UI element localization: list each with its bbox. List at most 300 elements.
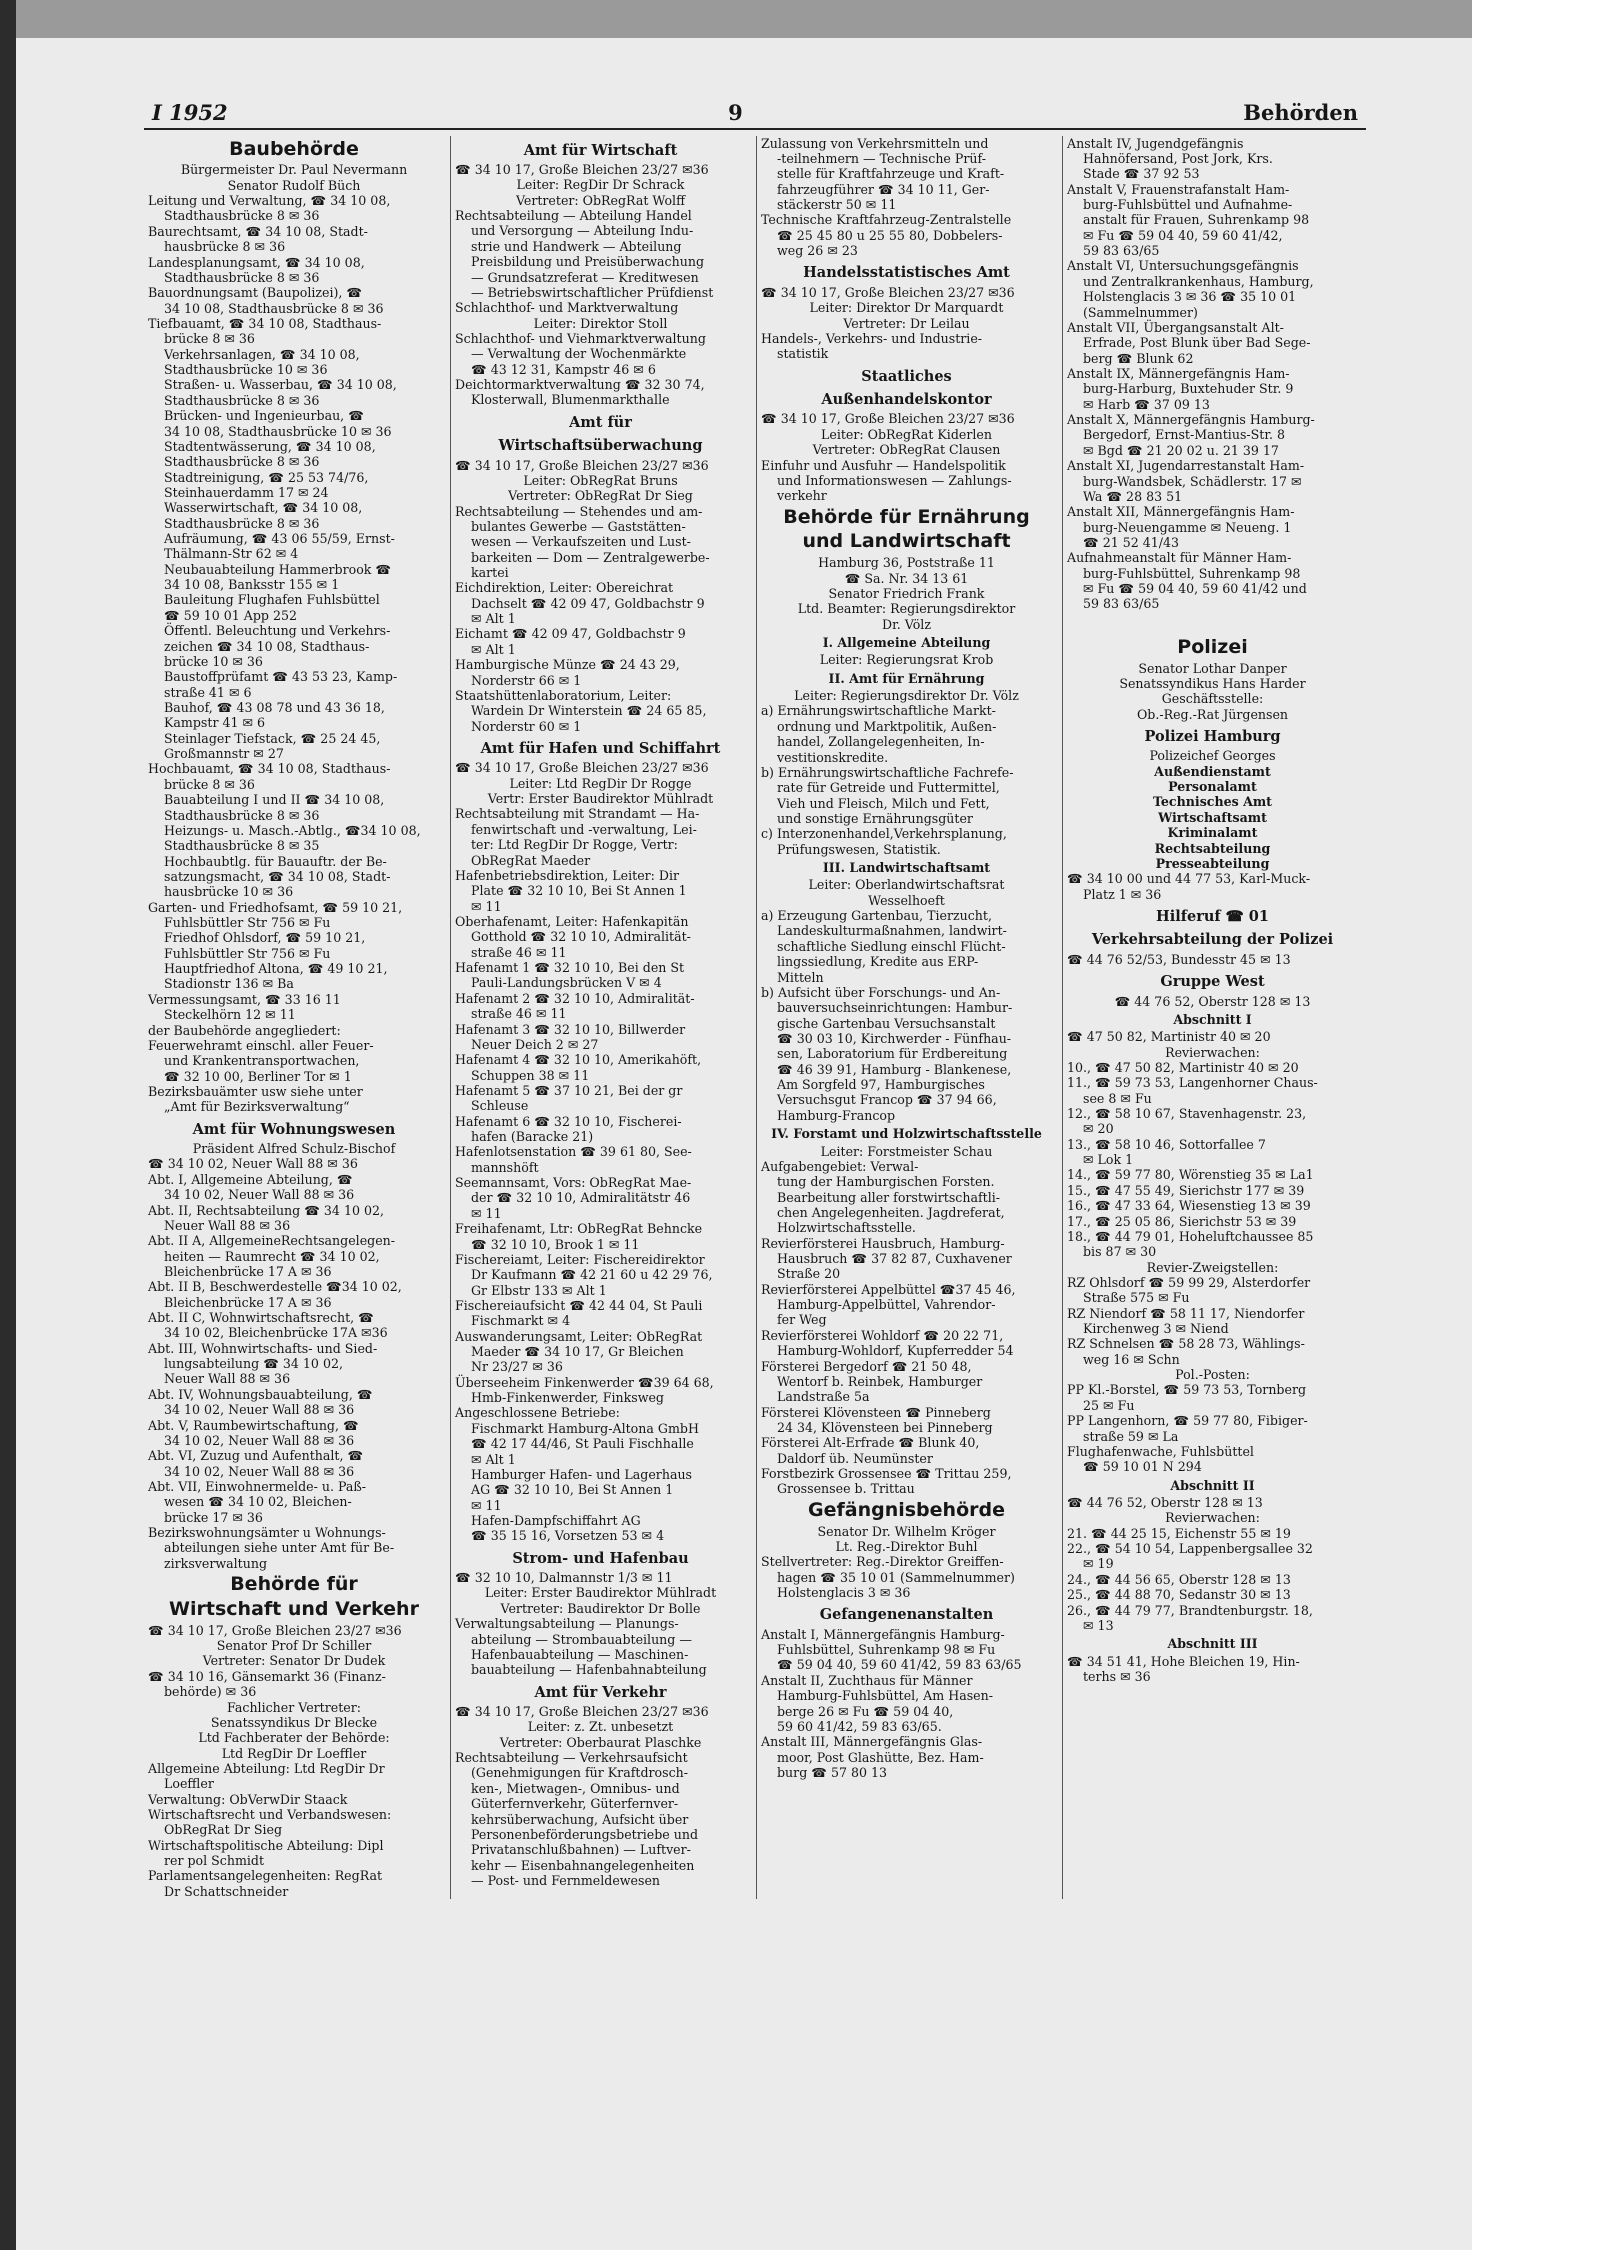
entry-line: Flughafenwache, Fuhlsbüttel — [1067, 1443, 1254, 1459]
entry-continuation: Stadthausbrücke 8 ✉ 36 — [164, 208, 320, 224]
entry-line: Oberhafenamt, Leiter: Hafenkapitän — [455, 913, 689, 929]
entry-continuation: Stadthausbrücke 8 ✉ 35 — [164, 838, 320, 854]
entry-line: ☎ 34 51 41, Hohe Bleichen 19, Hin- — [1067, 1653, 1300, 1669]
entry-line: Aufgabengebiet: Verwal- — [761, 1158, 919, 1174]
entry-continuation: Am Sorgfeld 97, Hamburgisches — [777, 1077, 985, 1093]
columns — [144, 136, 1366, 1900]
entry-continuation: Holstenglacis 3 ✉ 36 ☎ 35 10 01 — [1083, 289, 1297, 305]
office-heading: Amt für Wohnungswesen — [192, 1120, 396, 1138]
entry-line: Rechtsabteilung — Stehendes und am- — [455, 503, 703, 519]
entry-continuation: Fuhlsbüttler Str 756 ✉ Fu — [164, 945, 331, 961]
entry-continuation: 34 10 08, Stadthausbrücke 8 ✉ 36 — [164, 300, 384, 316]
entry-continuation: burg-Harburg, Buxtehuder Str. 9 — [1083, 381, 1294, 397]
entry-continuation: Stadionstr 136 ✉ Ba — [164, 976, 294, 992]
centered-line: Lt. Reg.-Direktor Buhl — [835, 1538, 978, 1554]
entry-continuation: und sonstige Ernährungsgüter — [777, 810, 973, 826]
entry-continuation: berg ☎ Blunk 62 — [1083, 350, 1194, 366]
entry-line: Anstalt II, Zuchthaus für Männer — [761, 1672, 973, 1688]
centered-line: Vertreter: Oberbaurat Plaschke — [499, 1734, 702, 1750]
entry-line: Revierförsterei Hausbruch, Hamburg- — [761, 1235, 1005, 1251]
entry-line: Hafenbetriebsdirektion, Leiter: Dir — [455, 867, 680, 883]
entry-continuation: stelle für Kraftfahrzeuge und Kraft- — [777, 166, 1005, 182]
entry-line: Abt. II A, AllgemeineRechtsangelegen- — [148, 1233, 396, 1249]
entry-continuation: ✉ 11 — [471, 1497, 502, 1513]
entry-continuation: Stadthausbrücke 8 ✉ 36 — [164, 515, 320, 531]
entry-line: Auswanderungsamt, Leiter: ObRegRat — [455, 1328, 703, 1344]
centered-line: ☎ Sa. Nr. 34 13 61 — [844, 570, 969, 586]
entry-line: 17., ☎ 25 05 86, Sierichstr 53 ✉ 39 — [1067, 1213, 1297, 1229]
entry-continuation: strie und Handwerk — Abteilung — [471, 238, 682, 254]
entry-continuation: 34 10 02, Neuer Wall 88 ✉ 36 — [164, 1432, 355, 1448]
entry-line: Hafenamt 3 ☎ 32 10 10, Billwerder — [455, 1021, 686, 1037]
entry-continuation: Klosterwall, Blumenmarkthalle — [471, 392, 670, 408]
entry-continuation: und Zentralkrankenhaus, Hamburg, — [1083, 273, 1314, 289]
office-heading: Außenhandelskontor — [821, 391, 992, 409]
entry-line: Abt. II, Rechtsabteilung ☎ 34 10 02, — [148, 1202, 385, 1218]
entry-continuation: stäckerstr 50 ✉ 11 — [777, 197, 897, 213]
entry-continuation: Neubauabteilung Hammerbrook ☎ — [164, 561, 392, 577]
section-heading: Baubehörde — [229, 137, 359, 160]
section-heading: Polizei — [1177, 635, 1248, 658]
column-3 — [756, 136, 1056, 1900]
centered-line: Vertreter: ObRegRat Dr Sieg — [508, 488, 693, 504]
entry-continuation: ObRegRat Dr Sieg — [164, 1822, 283, 1838]
entry-line: 25., ☎ 44 88 70, Sedanstr 30 ✉ 13 — [1067, 1587, 1291, 1603]
department-name: Personalamt — [1168, 779, 1257, 795]
entry-continuation: Hochbaubtlg. für Bauauftr. der Be- — [164, 853, 387, 869]
entry-line: Anstalt VI, Untersuchungsgefängnis — [1067, 258, 1299, 274]
entry-line: RZ Schnelsen ☎ 58 28 73, Wählings- — [1067, 1336, 1305, 1352]
centered-line: ☎ 44 76 52, Oberstr 128 ✉ 13 — [1114, 993, 1311, 1009]
entry-continuation: ✉ Alt 1 — [471, 641, 516, 657]
centered-line: Senator Lothar Danper — [1138, 660, 1287, 676]
entry-continuation: ken-, Mietwagen-, Omnibus- und — [471, 1780, 680, 1796]
entry-continuation: Großmannstr ✉ 27 — [164, 746, 284, 762]
entry-continuation: straße 59 ✉ La — [1083, 1428, 1179, 1444]
centered-line: Senator Dr. Wilhelm Kröger — [817, 1523, 996, 1539]
entry-line: ☎ 47 50 82, Martinistr 40 ✉ 20 — [1067, 1029, 1271, 1045]
entry-continuation: Hafenbauabteilung — Maschinen- — [471, 1646, 689, 1662]
centered-line: Senatssyndikus Hans Harder — [1119, 675, 1306, 691]
entry-continuation: anstalt für Frauen, Suhrenkamp 98 — [1083, 212, 1310, 228]
entry-continuation: hafen (Baracke 21) — [471, 1129, 594, 1145]
entry-continuation: Neuer Wall 88 ✉ 36 — [164, 1371, 291, 1387]
office-heading: Gruppe West — [1160, 973, 1265, 991]
entry-line: b) Ernährungswirtschaftliche Fachrefe- — [761, 764, 1014, 780]
entry-line: Forstbezirk Grossensee ☎ Trittau 259, — [761, 1466, 1012, 1482]
entry-continuation: gische Gartenbau Versuchsanstalt — [777, 1015, 996, 1031]
entry-continuation: hagen ☎ 35 10 01 (Sammelnummer) — [777, 1569, 1015, 1585]
entry-line: Technische Kraftfahrzeug-Zentralstelle — [761, 212, 1012, 228]
office-heading: Verkehrsabteilung der Polizei — [1091, 931, 1334, 949]
entry-continuation: see 8 ✉ Fu — [1083, 1090, 1152, 1106]
entry-continuation: Bauhof, ☎ 43 08 78 und 43 36 18, — [164, 699, 385, 715]
entry-continuation: Stade ☎ 37 92 53 — [1083, 166, 1200, 182]
entry-continuation: Bleichenbrücke 17 A ✉ 36 — [164, 1263, 332, 1279]
entry-line: der Baubehörde angegliedert: — [148, 1022, 341, 1038]
entry-line: ☎ 34 10 17, Große Bleichen 23/27 ✉36 — [761, 411, 1015, 427]
subsection-heading: III. Landwirtschaftsamt — [822, 860, 991, 876]
entry-continuation: Hamburg-Fuhlsbüttel, Am Hasen- — [777, 1688, 993, 1704]
entry-line: Hafenamt 4 ☎ 32 10 10, Amerikahöft, — [455, 1052, 702, 1068]
centered-line: Leiter: Oberlandwirtschaftsrat — [808, 877, 1005, 893]
entry-continuation: AG ☎ 32 10 10, Bei St Annen 1 — [471, 1482, 674, 1498]
entry-line: Anstalt VII, Übergangsanstalt Alt- — [1067, 319, 1284, 335]
entry-line: Abt. II B, Beschwerdestelle ☎34 10 02, — [148, 1279, 402, 1295]
entry-line: ☎ 34 10 17, Große Bleichen 23/27 ✉36 — [455, 162, 709, 177]
entry-continuation: ☎ 59 10 01 N 294 — [1083, 1459, 1202, 1475]
entry-continuation: chen Angelegenheiten. Jagdreferat, — [777, 1204, 1005, 1220]
entry-line: Handels-, Verkehrs- und Industrie- — [761, 330, 983, 346]
entry-continuation: Hauptfriedhof Altona, ☎ 49 10 21, — [164, 961, 388, 977]
entry-continuation: burg-Fuhlsbüttel, Suhrenkamp 98 — [1083, 565, 1301, 581]
entry-continuation: burg ☎ 57 80 13 — [777, 1764, 888, 1780]
entry-continuation: Dr Schattschneider — [164, 1883, 289, 1899]
page-header — [144, 100, 1366, 130]
scan-right-margin — [1472, 0, 1600, 2250]
centered-line: Leiter: z. Zt. unbesetzt — [527, 1719, 674, 1735]
entry-continuation: mannshöft — [471, 1159, 539, 1175]
entry-line: Verwaltungsabteilung — Planungs- — [455, 1616, 679, 1632]
entry-continuation: fer Weg — [777, 1312, 827, 1328]
entry-line: Abt. III, Wohnwirtschafts- und Sied- — [148, 1340, 378, 1356]
entry-continuation: ☎ 46 39 91, Hamburg - Blankenese, — [777, 1061, 1012, 1077]
office-heading: Handelsstatistisches Amt — [803, 264, 1010, 282]
entry-continuation: straße 41 ✉ 6 — [164, 684, 252, 700]
centered-line: Leiter: Direktor Dr Marquardt — [809, 300, 1004, 316]
entry-line: 16., ☎ 47 33 64, Wiesenstieg 13 ✉ 39 — [1067, 1198, 1311, 1214]
entry-continuation: 24 34, Klövensteen bei Pinneberg — [777, 1419, 993, 1435]
entry-continuation: statistik — [777, 346, 829, 362]
entry-line: Hafenlotsenstation ☎ 39 61 80, See- — [455, 1144, 692, 1160]
centered-line: Leiter: Erster Baudirektor Mühlradt — [484, 1585, 717, 1601]
department-name: Kriminalamt — [1167, 825, 1258, 841]
entry-continuation: burg-Neuengamme ✉ Neueng. 1 — [1083, 519, 1292, 535]
entry-line: Vermessungsamt, ☎ 33 16 11 — [148, 991, 341, 1007]
entry-line: Bezirkswohnungsämter u Wohnungs- — [148, 1525, 386, 1541]
entry-line: Hafenamt 6 ☎ 32 10 10, Fischerei- — [455, 1113, 682, 1129]
entry-continuation: brücke 8 ✉ 36 — [164, 331, 255, 347]
entry-continuation: brücke 8 ✉ 36 — [164, 776, 255, 792]
entry-continuation: Straße 575 ✉ Fu — [1083, 1290, 1190, 1306]
entry-continuation: ☎ 32 10 00, Berliner Tor ✉ 1 — [164, 1068, 352, 1084]
entry-continuation: bis 87 ✉ 30 — [1083, 1244, 1157, 1260]
entry-continuation: Grossensee b. Trittau — [777, 1481, 915, 1497]
entry-line: 12., ☎ 58 10 67, Stavenhagenstr. 23, — [1067, 1106, 1307, 1122]
volume-year: I 1952 — [152, 100, 228, 125]
entry-line: 13., ☎ 58 10 46, Sottorfallee 7 — [1067, 1136, 1266, 1152]
entry-line: Anstalt IV, Jugendgefängnis — [1067, 135, 1244, 151]
entry-continuation: brücke 10 ✉ 36 — [164, 653, 263, 669]
entry-continuation: Wentorf b. Reinbek, Hamburger — [777, 1373, 983, 1389]
entry-continuation: 59 83 63/65 — [1083, 596, 1160, 612]
entry-continuation: ✉ 20 — [1083, 1121, 1114, 1137]
entry-line: 26., ☎ 44 79 77, Brandtenburgstr. 18, — [1067, 1602, 1313, 1618]
entry-continuation: Bauabteilung I und II ☎ 34 10 08, — [164, 792, 385, 808]
entry-line: Abt. VI, Zuzug und Aufenthalt, ☎ — [148, 1448, 364, 1464]
entry-continuation: ☎ 21 52 41/43 — [1083, 534, 1180, 550]
entry-continuation: Maeder ☎ 34 10 17, Gr Bleichen — [471, 1344, 684, 1360]
entry-continuation: Stadthausbrücke 8 ✉ 36 — [164, 392, 320, 408]
entry-continuation: kartei — [471, 565, 509, 581]
office-heading: Wirtschaftsüberwachung — [498, 437, 703, 455]
entry-continuation: wesen — Verkaufszeiten und Lust- — [471, 534, 691, 550]
entry-continuation: 34 10 02, Neuer Wall 88 ✉ 36 — [164, 1463, 355, 1479]
centered-line: Ltd RegDir Dr Loeffler — [221, 1745, 367, 1761]
entry-continuation: bauversuchseinrichtungen: Hambur- — [777, 1000, 1013, 1016]
entry-continuation: ✉ Harb ☎ 37 09 13 — [1083, 396, 1210, 412]
entry-line: Eichamt ☎ 42 09 47, Goldbachstr 9 — [455, 626, 686, 642]
entry-continuation: Hamburg-Appelbüttel, Vahrendor- — [777, 1297, 996, 1313]
entry-line: RZ Niendorf ☎ 58 11 17, Niendorfer — [1067, 1305, 1305, 1321]
entry-line: Rechtsabteilung mit Strandamt — Ha- — [455, 806, 700, 822]
entry-continuation: Prüfungswesen, Statistik. — [777, 841, 941, 857]
centered-line: Leiter: Regierungsrat Krob — [819, 652, 994, 668]
entry-continuation: ✉ Bgd ☎ 21 20 02 u. 21 39 17 — [1083, 442, 1279, 458]
entry-continuation: Verkehrsanlagen, ☎ 34 10 08, — [164, 346, 360, 362]
entry-line: Deichtormarktverwaltung ☎ 32 30 74, — [455, 377, 705, 393]
office-heading: Amt für Hafen und Schiffahrt — [480, 740, 721, 757]
entry-continuation: barkeiten — Dom — Zentralgewerbe- — [471, 549, 710, 565]
centered-line: Vertreter: Baudirektor Dr Bolle — [500, 1600, 701, 1616]
office-heading: Amt für Wirtschaft — [523, 141, 678, 159]
entry-line: Landesplanungsamt, ☎ 34 10 08, — [148, 254, 365, 270]
entry-continuation: rate für Getreide und Futtermittel, — [777, 780, 1000, 796]
office-heading: Gefangenenanstalten — [819, 1606, 994, 1624]
entry-line: 24., ☎ 44 56 65, Oberstr 128 ✉ 13 — [1067, 1571, 1291, 1587]
entry-line: Anstalt XII, Männergefängnis Ham- — [1067, 504, 1295, 520]
entry-continuation: ordnung und Marktpolitik, Außen- — [777, 718, 997, 734]
entry-line: a) Erzeugung Gartenbau, Tierzucht, — [761, 908, 992, 924]
spacer — [1067, 612, 1358, 634]
entry-continuation: der ☎ 32 10 10, Admiralitätstr 46 — [471, 1190, 691, 1206]
centered-line: Vertreter: ObRegRat Clausen — [812, 442, 1001, 458]
entry-line: Abt. VII, Einwohnermelde- u. Paß- — [148, 1478, 367, 1494]
entry-continuation: ☎ 42 17 44/46, St Pauli Fischhalle — [471, 1436, 694, 1452]
entry-line: a) Ernährungswirtschaftliche Markt- — [761, 703, 996, 719]
entry-line: Leitung und Verwaltung, ☎ 34 10 08, — [148, 193, 391, 209]
entry-continuation: Kirchenweg 3 ✉ Niend — [1083, 1321, 1229, 1337]
entry-continuation: Hamburg-Francop — [777, 1107, 896, 1123]
entry-continuation: fenwirtschaft und -verwaltung, Lei- — [471, 821, 697, 837]
entry-continuation: ✉ 11 — [471, 898, 502, 914]
entry-line: Hafenamt 5 ☎ 37 10 21, Bei der gr — [455, 1082, 683, 1098]
subsection-heading: Abschnitt II — [1170, 1477, 1255, 1493]
entry-continuation: 34 10 02, Neuer Wall 88 ✉ 36 — [164, 1187, 355, 1203]
entry-continuation: Wardein Dr Winterstein ☎ 24 65 85, — [471, 703, 707, 719]
entry-continuation: Hafen-Dampfschiffahrt AG — [471, 1513, 641, 1528]
entry-line: Stellvertreter: Reg.-Direktor Greiffen- — [761, 1554, 1004, 1570]
entry-continuation: Güterfernverkehr, Güterfernver- — [471, 1796, 679, 1812]
entry-line: ☎ 34 10 17, Große Bleichen 23/27 ✉36 — [148, 1622, 402, 1638]
entry-continuation: ☎ 32 10 10, Brook 1 ✉ 11 — [471, 1236, 640, 1252]
section-heading: und Landwirtschaft — [802, 530, 1011, 553]
entry-continuation: Heizungs- u. Masch.-Abtlg., ☎34 10 08, — [164, 822, 421, 838]
entry-line: ☎ 34 10 02, Neuer Wall 88 ✉ 36 — [148, 1156, 358, 1172]
entry-continuation: bulantes Gewerbe — Gaststätten- — [471, 518, 686, 534]
entry-line: Zulassung von Verkehrsmitteln und — [761, 135, 989, 151]
entry-line: Staatshüttenlaboratorium, Leiter: — [455, 687, 672, 703]
entry-continuation: Wasserwirtschaft, ☎ 34 10 08, — [164, 500, 363, 516]
entry-line: c) Interzonenhandel,Verkehrsplanung, — [761, 826, 1007, 842]
office-heading: Hilferuf ☎ 01 — [1156, 907, 1269, 925]
entry-line: PP Langenhorn, ☎ 59 77 80, Fibiger- — [1067, 1413, 1308, 1429]
entry-continuation: straße 46 ✉ 11 — [471, 1006, 567, 1022]
entry-continuation: Holzwirtschaftsstelle. — [777, 1220, 916, 1236]
entry-line: Angeschlossene Betriebe: — [455, 1405, 620, 1421]
subsection-heading: IV. Forstamt und Holzwirtschaftsstelle — [771, 1126, 1042, 1142]
entry-line: Försterei Bergedorf ☎ 21 50 48, — [761, 1358, 972, 1374]
centered-line: Vertr: Erster Baudirektor Mühlradt — [487, 791, 714, 807]
entry-line: Wirtschaftsrecht und Verbandswesen: — [148, 1807, 392, 1823]
centered-line: Revierwachen: — [1165, 1044, 1260, 1060]
entry-continuation: 34 10 02, Neuer Wall 88 ✉ 36 — [164, 1402, 355, 1418]
entry-continuation: ☎ 30 03 10, Kirchwerder - Fünfhau- — [777, 1030, 1012, 1046]
centered-line: Vertreter: Senator Dr Dudek — [202, 1653, 386, 1669]
entry-continuation: Daldorf üb. Neumünster — [777, 1450, 933, 1466]
entry-continuation: tung der Hamburgischen Forsten. — [777, 1174, 995, 1190]
centered-line: Senator Rudolf Büch — [227, 177, 361, 193]
entry-continuation: ☎ 59 10 01 App 252 — [164, 607, 298, 623]
directory-page — [144, 100, 1366, 1899]
entry-line: Aufnahmeanstalt für Männer Ham- — [1067, 550, 1292, 566]
entry-line: Eichdirektion, Leiter: Obereichrat — [455, 580, 674, 596]
page-number: 9 — [728, 100, 743, 125]
entry-continuation: terhs ✉ 36 — [1083, 1668, 1151, 1684]
centered-line: Bürgermeister Dr. Paul Nevermann — [180, 162, 408, 178]
entry-continuation: berge 26 ✉ Fu ☎ 59 04 40, — [777, 1703, 954, 1719]
entry-line: Anstalt X, Männergefängnis Hamburg- — [1067, 412, 1315, 428]
entry-line: 11., ☎ 59 73 53, Langenhorner Chaus- — [1067, 1075, 1318, 1091]
entry-line: ☎ 34 10 17, Große Bleichen 23/27 ✉36 — [455, 457, 709, 473]
entry-line: Abt. I, Allgemeine Abteilung, ☎ — [148, 1171, 353, 1187]
entry-line: ☎ 44 76 52/53, Bundesstr 45 ✉ 13 — [1067, 951, 1291, 967]
entry-continuation: — Grundsatzreferat — Kreditwesen — [471, 269, 699, 285]
entry-line: Bauordnungsamt (Baupolizei), ☎ — [148, 285, 363, 301]
entry-continuation: Fuhlsbüttel, Suhrenkamp 98 ✉ Fu — [777, 1642, 996, 1658]
entry-continuation: Gotthold ☎ 32 10 10, Admiralität- — [471, 929, 691, 945]
entry-continuation: -teilnehmern — Technische Prüf- — [777, 150, 986, 166]
entry-continuation: lingssiedlung, Kredite aus ERP- — [777, 954, 979, 970]
entry-line: Fischereiaufsicht ☎ 42 44 04, St Pauli — [455, 1297, 703, 1313]
column-2 — [450, 136, 750, 1900]
entry-line: Baurechtsamt, ☎ 34 10 08, Stadt- — [148, 223, 368, 239]
entry-continuation: Mitteln — [777, 969, 824, 985]
centered-line: Leiter: ObRegRat Kiderlen — [821, 426, 992, 442]
centered-line: Senatssyndikus Dr Blecke — [210, 1714, 378, 1730]
entry-continuation: Wa ☎ 28 83 51 — [1083, 488, 1183, 504]
entry-continuation: behörde) ✉ 36 — [164, 1684, 257, 1700]
entry-continuation: Steinhauerdamm 17 ✉ 24 — [164, 484, 329, 500]
entry-continuation: Nr 23/27 ✉ 36 — [471, 1359, 563, 1375]
entry-continuation: Stadtentwässerung, ☎ 34 10 08, — [164, 438, 376, 454]
entry-continuation: Hamburger Hafen- und Lagerhaus — [471, 1466, 693, 1482]
scan-top-border — [0, 0, 1600, 38]
entry-continuation: zirksverwaltung — [164, 1555, 268, 1571]
entry-continuation: Personenbeförderungsbetriebe und — [471, 1826, 699, 1842]
entry-continuation: und Krankentransportwachen, — [164, 1053, 360, 1069]
entry-line: ☎ 34 10 17, Große Bleichen 23/27 ✉36 — [761, 284, 1015, 300]
entry-continuation: 59 60 41/42, 59 83 63/65. — [777, 1718, 942, 1734]
column-1 — [144, 136, 444, 1900]
centered-line: Geschäftsstelle: — [1161, 691, 1264, 707]
entry-line: Abt. II C, Wohnwirtschaftsrecht, ☎ — [148, 1310, 374, 1326]
entry-continuation: Bearbeitung aller forstwirtschaftli- — [777, 1189, 1001, 1205]
entry-line: 22., ☎ 54 10 54, Lappenbergsallee 32 — [1067, 1541, 1313, 1557]
entry-continuation: abteilungen siehe unter Amt für Be- — [164, 1540, 395, 1556]
centered-line: Hamburg 36, Poststraße 11 — [818, 555, 995, 571]
entry-continuation: Bleichenbrücke 17 A ✉ 36 — [164, 1294, 332, 1310]
section-heading: Behörde für — [230, 1573, 358, 1596]
entry-continuation: (Genehmigungen für Kraftdrosch- — [471, 1765, 688, 1781]
entry-line: ☎ 34 10 16, Gänsemarkt 36 (Finanz- — [148, 1668, 386, 1684]
entry-line: Schlachthof- und Viehmarktverwaltung — [455, 330, 706, 346]
entry-continuation: Landeskulturmaßnahmen, landwirt- — [777, 923, 1007, 939]
entry-continuation: Norderstr 66 ✉ 1 — [471, 672, 582, 688]
entry-line: Wirtschaftspolitische Abteilung: Dipl — [148, 1837, 384, 1853]
entry-continuation: hausbrücke 10 ✉ 36 — [164, 884, 294, 900]
entry-continuation: Schuppen 38 ✉ 11 — [471, 1067, 590, 1083]
entry-continuation: Plate ☎ 32 10 10, Bei St Annen 1 — [471, 883, 687, 899]
section-title: Behörden — [1243, 100, 1358, 125]
section-heading: Behörde für Ernährung — [783, 505, 1030, 528]
office-heading: Strom- und Hafenbau — [512, 1549, 689, 1567]
entry-continuation: Versuchsgut Francop ☎ 37 94 66, — [777, 1092, 997, 1108]
centered-line: Leiter: Regierungsdirektor Dr. Völz — [794, 688, 1019, 704]
entry-continuation: „Amt für Bezirksverwaltung“ — [164, 1099, 350, 1115]
entry-line: Freihafenamt, Ltr: ObRegRat Behncke — [455, 1221, 703, 1237]
entry-continuation: ✉ 11 — [471, 1205, 502, 1221]
subsection-heading: Abschnitt III — [1167, 1636, 1258, 1652]
entry-continuation: ✉ Lok 1 — [1083, 1152, 1134, 1168]
entry-continuation: Stadthausbrücke 8 ✉ 36 — [164, 807, 320, 823]
office-heading: Amt für — [569, 413, 632, 431]
entry-continuation: heiten — Raumrecht ☎ 34 10 02, — [164, 1248, 380, 1264]
entry-continuation: Pauli-Landungsbrücken V ✉ 4 — [471, 975, 662, 991]
section-heading: Gefängnisbehörde — [808, 1498, 1005, 1521]
entry-continuation: Dr Kaufmann ☎ 42 21 60 u 42 29 76, — [471, 1267, 713, 1283]
entry-continuation: 34 10 08, Stadthausbrücke 10 ✉ 36 — [164, 423, 392, 439]
entry-continuation: (Sammelnummer) — [1083, 304, 1198, 320]
entry-continuation: und Versorgung — Abteilung Indu- — [471, 223, 694, 239]
entry-continuation: abteilung — Strombauabteilung — — [471, 1631, 692, 1647]
entry-continuation: weg 26 ✉ 23 — [777, 243, 858, 259]
entry-continuation: Hahnöfersand, Post Jork, Krs. — [1083, 150, 1273, 166]
entry-continuation: hausbrücke 8 ✉ 36 — [164, 239, 286, 255]
entry-line: Hochbauamt, ☎ 34 10 08, Stadthaus- — [148, 761, 391, 777]
entry-line: Feuerwehramt einschl. aller Feuer- — [148, 1037, 374, 1053]
entry-continuation: ✉ Fu ☎ 59 04 40, 59 60 41/42 und — [1083, 581, 1307, 597]
entry-continuation: Erfrade, Post Blunk über Bad Sege- — [1083, 335, 1311, 351]
entry-continuation: sen, Laboratorium für Erdbereitung — [777, 1046, 1008, 1062]
entry-line: Hafenamt 2 ☎ 32 10 10, Admiralität- — [455, 990, 695, 1006]
entry-continuation: weg 16 ✉ Schn — [1083, 1351, 1180, 1367]
entry-line: PP Kl.-Borstel, ☎ 59 73 53, Tornberg — [1067, 1382, 1307, 1398]
centered-line: Polizeichef Georges — [1149, 748, 1276, 764]
entry-continuation: Stadthausbrücke 10 ✉ 36 — [164, 362, 328, 378]
entry-continuation: bauabteilung — Hafenbahnabteilung — [471, 1662, 707, 1678]
centered-line: Revierwachen: — [1165, 1510, 1260, 1526]
entry-line: Försterei Alt-Erfrade ☎ Blunk 40, — [761, 1435, 980, 1451]
entry-continuation: satzungsmacht, ☎ 34 10 08, Stadt- — [164, 868, 391, 884]
entry-line: Überseeheim Finkenwerder ☎39 64 68, — [455, 1374, 714, 1390]
entry-line: 21. ☎ 44 25 15, Eichenstr 55 ✉ 19 — [1067, 1525, 1291, 1541]
entry-line: 14., ☎ 59 77 80, Wörenstieg 35 ✉ La1 — [1067, 1167, 1314, 1183]
entry-line: ☎ 34 10 17, Große Bleichen 23/27 ✉36 — [455, 760, 709, 776]
entry-continuation: Öffentl. Beleuchtung und Verkehrs- — [164, 623, 391, 639]
entry-continuation: ☎ 59 04 40, 59 60 41/42, 59 83 63/65 — [777, 1657, 1022, 1673]
entry-continuation: Landstraße 5a — [777, 1389, 870, 1405]
